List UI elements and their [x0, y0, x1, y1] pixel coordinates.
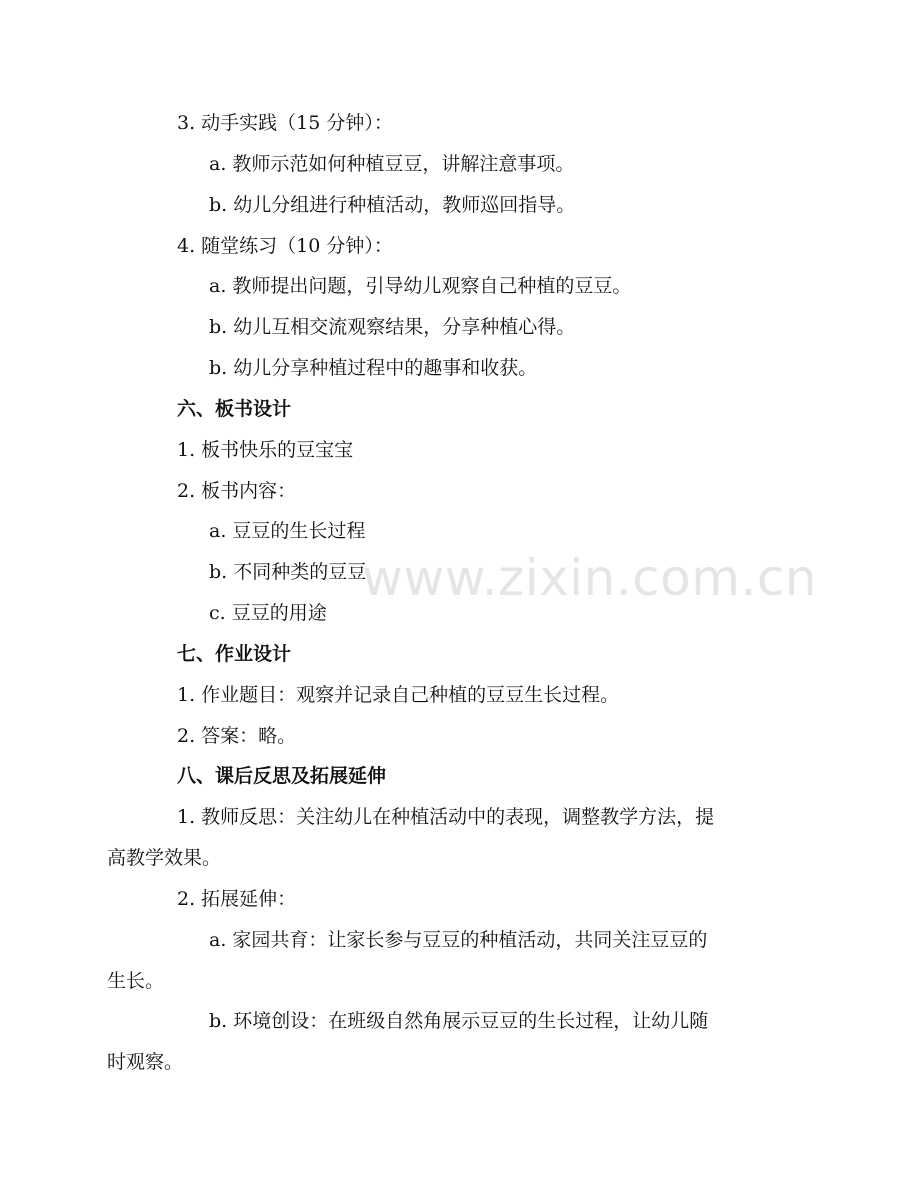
step-4-item-a: a. 教师提出问题，引导幼儿观察自己种植的豆豆。 [209, 275, 632, 297]
blackboard-sub-b: b. 不同种类的豆豆 [209, 561, 367, 583]
section-heading-reflection: 八、课后反思及拓展延伸 [177, 765, 387, 787]
blackboard-item-1: 1. 板书快乐的豆宝宝 [177, 439, 354, 461]
section-heading-blackboard: 六、板书设计 [177, 398, 292, 420]
blackboard-sub-a: a. 豆豆的生长过程 [209, 520, 366, 542]
section-heading-homework: 七、作业设计 [177, 643, 292, 665]
homework-item-2: 2. 答案：略。 [177, 725, 297, 747]
extension-item-a-cont: 生长。 [107, 970, 165, 992]
step-3-item-a: a. 教师示范如何种植豆豆，讲解注意事项。 [209, 153, 575, 175]
extension-item-a: a. 家园共育：让家长参与豆豆的种植活动，共同关注豆豆的 [209, 929, 708, 951]
extension-item-b: b. 环境创设：在班级自然角展示豆豆的生长过程，让幼儿随 [209, 1010, 709, 1032]
blackboard-item-2: 2. 板书内容： [177, 480, 297, 502]
reflection-item-1-cont: 高教学效果。 [107, 847, 222, 869]
extension-item-b-cont: 时观察。 [107, 1051, 184, 1073]
step-3-hands-on-practice: 3. 动手实践（15 分钟）： [177, 112, 393, 134]
watermark: www.zixin.com.cn [362, 549, 818, 607]
reflection-item-1: 1. 教师反思：关注幼儿在种植活动中的表现，调整教学方法，提 [177, 806, 715, 828]
blackboard-sub-c: c. 豆豆的用途 [209, 602, 327, 624]
homework-item-1: 1. 作业题目：观察并记录自己种植的豆豆生长过程。 [177, 684, 620, 706]
step-4-item-b: b. 幼儿互相交流观察结果，分享种植心得。 [209, 316, 576, 338]
reflection-item-2: 2. 拓展延伸： [177, 888, 297, 910]
step-4-practice: 4. 随堂练习（10 分钟）： [177, 235, 393, 257]
step-3-item-b: b. 幼儿分组进行种植活动，教师巡回指导。 [209, 194, 576, 216]
step-4-item-b-2: b. 幼儿分享种植过程中的趣事和收获。 [209, 357, 538, 379]
